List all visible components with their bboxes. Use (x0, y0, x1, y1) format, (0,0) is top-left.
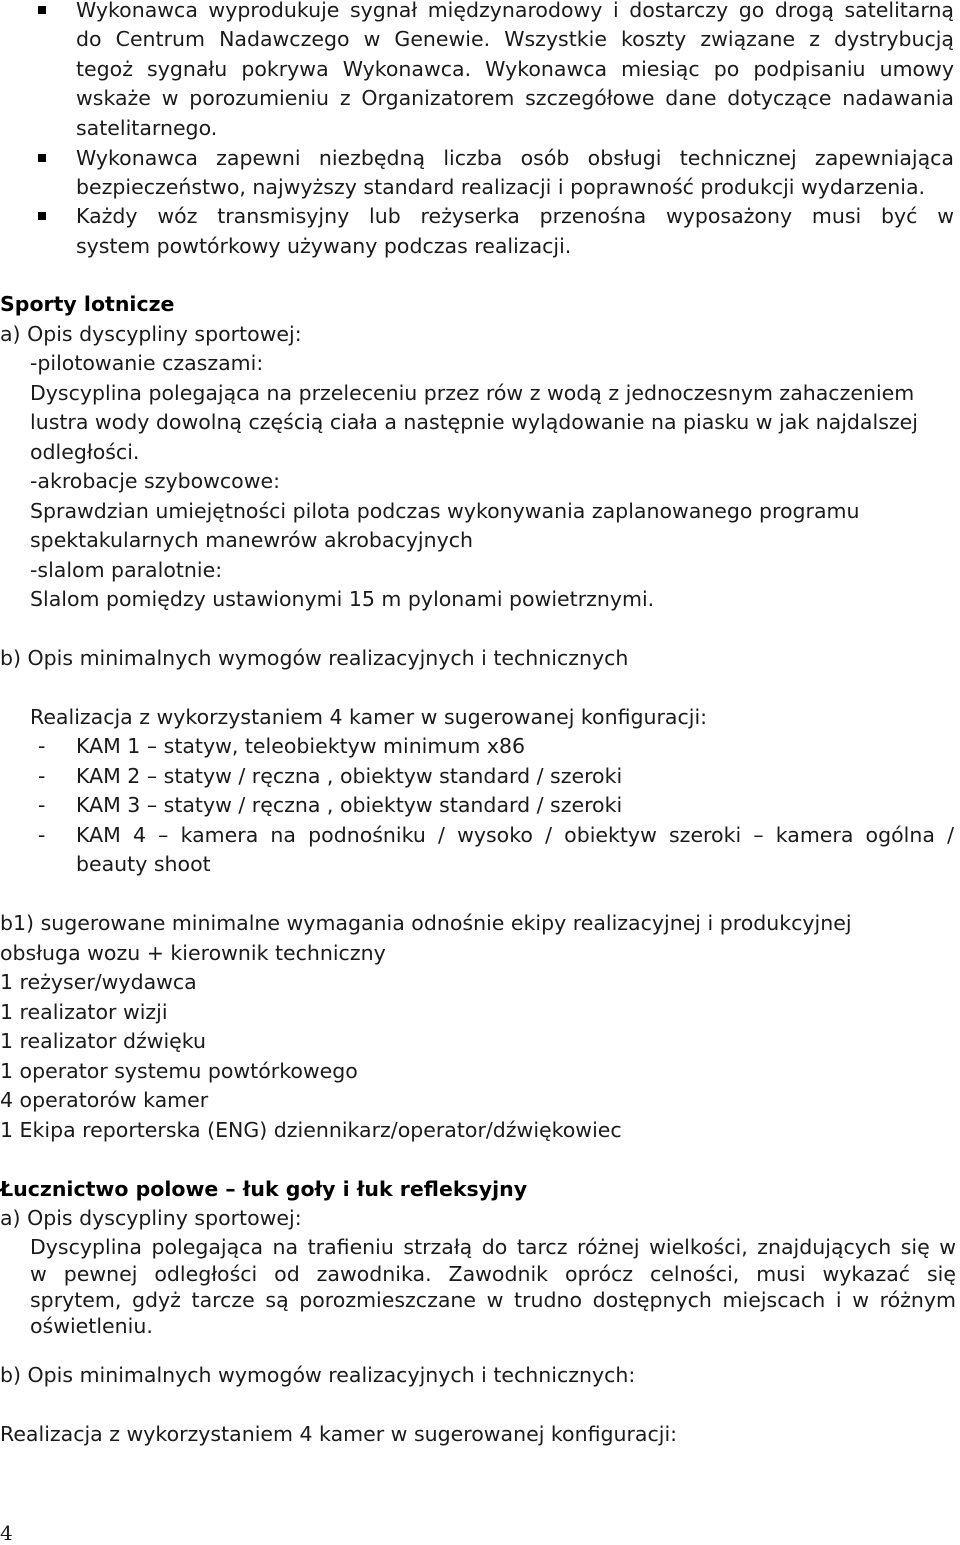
section-heading: Sporty lotnicze (0, 292, 175, 316)
bullet-icon (38, 154, 46, 162)
crew-item: 4 operatorów kamer (0, 1088, 209, 1112)
dash-marker: - (38, 734, 46, 758)
paragraph-line: odległości. (30, 440, 140, 464)
paragraph-line: sprytem, gdyż tarcze są porozmieszczane w trudno dostępnych miejscach i w różnym (30, 1288, 956, 1312)
bullet-icon (38, 212, 46, 220)
crew-item: 1 realizator dźwięku (0, 1029, 207, 1053)
paragraph-line: w pewnej odległości od zawodnika. Zawodnik oprócz celności, musi wykazać się (30, 1262, 956, 1286)
paragraph-line: lustra wody dowolną częścią ciała a następnie wylądowanie na piasku w jak najdalszej (30, 410, 918, 434)
list-item-line: Wykonawca zapewni niezbędną liczba osób obsługi technicznej zapewniająca (76, 146, 954, 170)
paragraph-line: Sprawdzian umiejętności pilota podczas wykonywania zaplanowanego programu (30, 499, 860, 523)
paragraph-line: Dyscyplina polegająca na trafieniu strzałą do tarcz różnej wielkości, znajdujących się w (30, 1235, 956, 1259)
subsection-b-label: b) Opis minimalnych wymogów realizacyjnych i technicznych: (0, 1363, 636, 1387)
list-item-line: bezpieczeństwo, najwyższy standard realizacji i poprawność produkcji wydarzenia. (76, 175, 926, 199)
list-item-line: Każdy wóz transmisyjny lub reżyserka przenośna wyposażony musi być w (76, 204, 954, 228)
camera-intro: Realizacja z wykorzystaniem 4 kamer w sugerowanej konfiguracji: (30, 705, 708, 729)
paragraph-line: Dyscyplina polegająca na przeleceniu przez rów z wodą z jednoczesnym zahaczeniem (30, 381, 915, 405)
list-item-line: system powtórkowy używany podczas realizacji. (76, 234, 572, 258)
list-item: KAM 2 – statyw / ręczna , obiektyw standard / szeroki (76, 764, 623, 788)
dash-marker: - (38, 823, 46, 847)
list-item-line: Wykonawca wyprodukuje sygnał międzynarodowy i dostarczy go drogą satelitarną (76, 0, 954, 22)
subsection-b1-label: b1) sugerowane minimalne wymagania odnośnie ekipy realizacyjnej i produkcyjnej (0, 911, 852, 935)
crew-item: 1 reżyser/wydawca (0, 970, 197, 994)
discipline-title: -slalom paralotnie: (30, 558, 223, 582)
discipline-title: -pilotowanie czaszami: (30, 351, 264, 375)
paragraph-line: oświetleniu. (30, 1314, 153, 1338)
list-item-line: wskaże w porozumieniu z Organizatorem szczegółowe dane dotyczące nadawania (76, 86, 954, 110)
discipline-title: -akrobacje szybowcowe: (30, 469, 281, 493)
subsection-a-label: a) Opis dyscypliny sportowej: (0, 322, 302, 346)
crew-item: 1 realizator wizji (0, 1000, 168, 1024)
paragraph-line: Slalom pomiędzy ustawionymi 15 m pylonami powietrznymi. (30, 587, 655, 611)
list-item-line: satelitarnego. (76, 116, 218, 140)
bullet-icon (38, 6, 46, 14)
crew-item: 1 operator systemu powtórkowego (0, 1059, 358, 1083)
camera-intro: Realizacja z wykorzystaniem 4 kamer w sugerowanej konfiguracji: (0, 1422, 678, 1446)
dash-marker: - (38, 764, 46, 788)
crew-item: 1 Ekipa reporterska (ENG) dziennikarz/operator/dźwiękowiec (0, 1118, 622, 1142)
dash-marker: - (38, 793, 46, 817)
crew-item: obsługa wozu + kierownik techniczny (0, 941, 386, 965)
paragraph-line: spektakularnych manewrów akrobacyjnych (30, 528, 473, 552)
list-item: KAM 3 – statyw / ręczna , obiektyw standard / szeroki (76, 793, 623, 817)
list-item: KAM 4 – kamera na podnośniku / wysoko / obiektyw szeroki – kamera ogólna / (76, 823, 954, 847)
page-number: 4 (0, 1521, 13, 1545)
list-item: KAM 1 – statyw, teleobiektyw minimum x86 (76, 734, 526, 758)
list-item-continuation: beauty shoot (76, 852, 211, 876)
subsection-b-label: b) Opis minimalnych wymogów realizacyjnych i technicznych (0, 646, 629, 670)
list-item-line: tegoż sygnału pokrywa Wykonawca. Wykonawca miesiąc po podpisaniu umowy (76, 57, 954, 81)
section-heading: Łucznictwo polowe – łuk goły i łuk refleksyjny (0, 1177, 528, 1201)
list-item-line: do Centrum Nadawczego w Genewie. Wszystkie koszty związane z dystrybucją (76, 27, 954, 51)
subsection-a-label: a) Opis dyscypliny sportowej: (0, 1206, 302, 1230)
